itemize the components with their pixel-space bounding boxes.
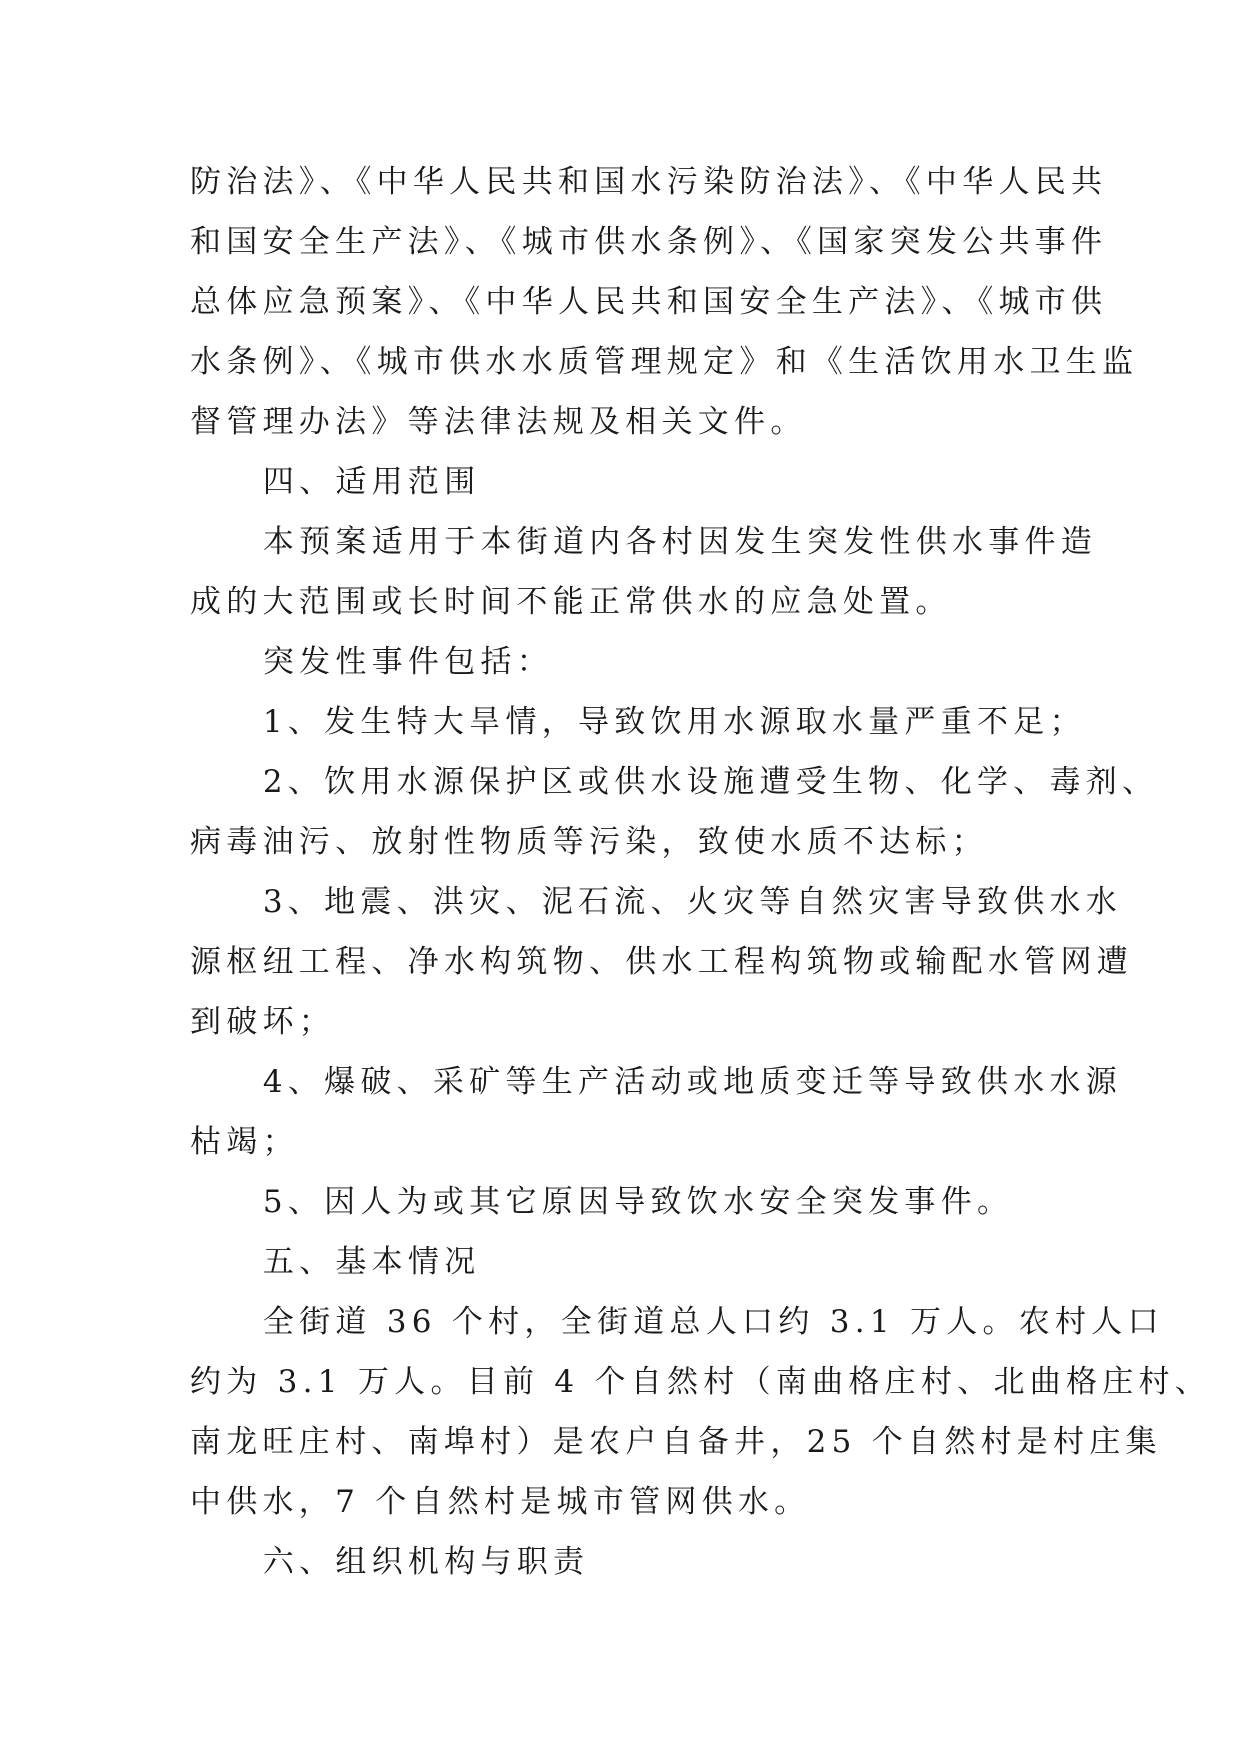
text-line: 3、地震、洪灾、泥石流、火灾等自然灾害导致供水水 [262, 884, 1123, 920]
section-heading [190, 1232, 1080, 1292]
text-line: 突发性事件包括： [262, 644, 554, 680]
list-item [190, 752, 1159, 872]
text-line: 全街道 36 个村，全街道总人口约 3.1 万人。农村人口 [262, 1304, 1164, 1340]
section-heading [190, 1532, 1080, 1592]
body-paragraph [190, 152, 1139, 452]
text-line: 4、爆破、采矿等生产活动或地质变迁等导致供水水源 [262, 1064, 1123, 1100]
text-line: 水条例》、《城市供水水质管理规定》和《生活饮用水卫生监 [190, 344, 1139, 380]
section-heading [190, 452, 1080, 512]
text-line: 南龙旺庄村、南埠村）是农户自备井，25 个自然村是村庄集 [190, 1424, 1162, 1460]
text-line: 本预案适用于本街道内各村因发生突发性供水事件造 [262, 524, 1098, 560]
list-item [190, 872, 1134, 1052]
body-paragraph [190, 632, 1080, 692]
text-line: 约为 3.1 万人。目前 4 个自然村（南曲格庄村、北曲格庄村、 [190, 1364, 1212, 1400]
text-line: 防治法》、《中华人民共和国水污染防治法》、《中华人民共 [190, 164, 1108, 200]
list-item [190, 1052, 1123, 1172]
text-line: 六、组织机构与职责 [262, 1544, 590, 1580]
text-line: 督管理办法》等法律法规及相关文件。 [190, 404, 807, 440]
body-paragraph [190, 512, 1098, 632]
text-line: 1、发生特大旱情，导致饮用水源取水量严重不足； [262, 704, 1086, 740]
list-item [190, 692, 1086, 752]
text-line: 枯竭； [190, 1124, 299, 1160]
text-line: 成的大范围或长时间不能正常供水的应急处置。 [190, 584, 952, 620]
text-line: 5、因人为或其它原因导致饮水安全突发事件。 [262, 1184, 1014, 1220]
list-item [190, 1172, 1080, 1232]
body-paragraph [190, 1292, 1212, 1532]
text-line: 和国安全生产法》、《城市供水条例》、《国家突发公共事件 [190, 224, 1108, 260]
text-line: 中供水，7 个自然村是城市管网供水。 [190, 1484, 811, 1520]
text-line: 病毒油污、放射性物质等污染，致使水质不达标； [190, 824, 988, 860]
text-line: 五、基本情况 [262, 1244, 481, 1280]
document-body [190, 152, 1212, 1592]
text-line: 源枢纽工程、净水构筑物、供水工程构筑物或输配水管网遭 [190, 944, 1134, 980]
text-line: 总体应急预案》、《中华人民共和国安全生产法》、《城市供 [190, 284, 1108, 320]
text-line: 2、饮用水源保护区或供水设施遭受生物、化学、毒剂、 [262, 764, 1159, 800]
text-line: 四、适用范围 [262, 464, 481, 500]
text-line: 到破坏； [190, 1004, 336, 1040]
